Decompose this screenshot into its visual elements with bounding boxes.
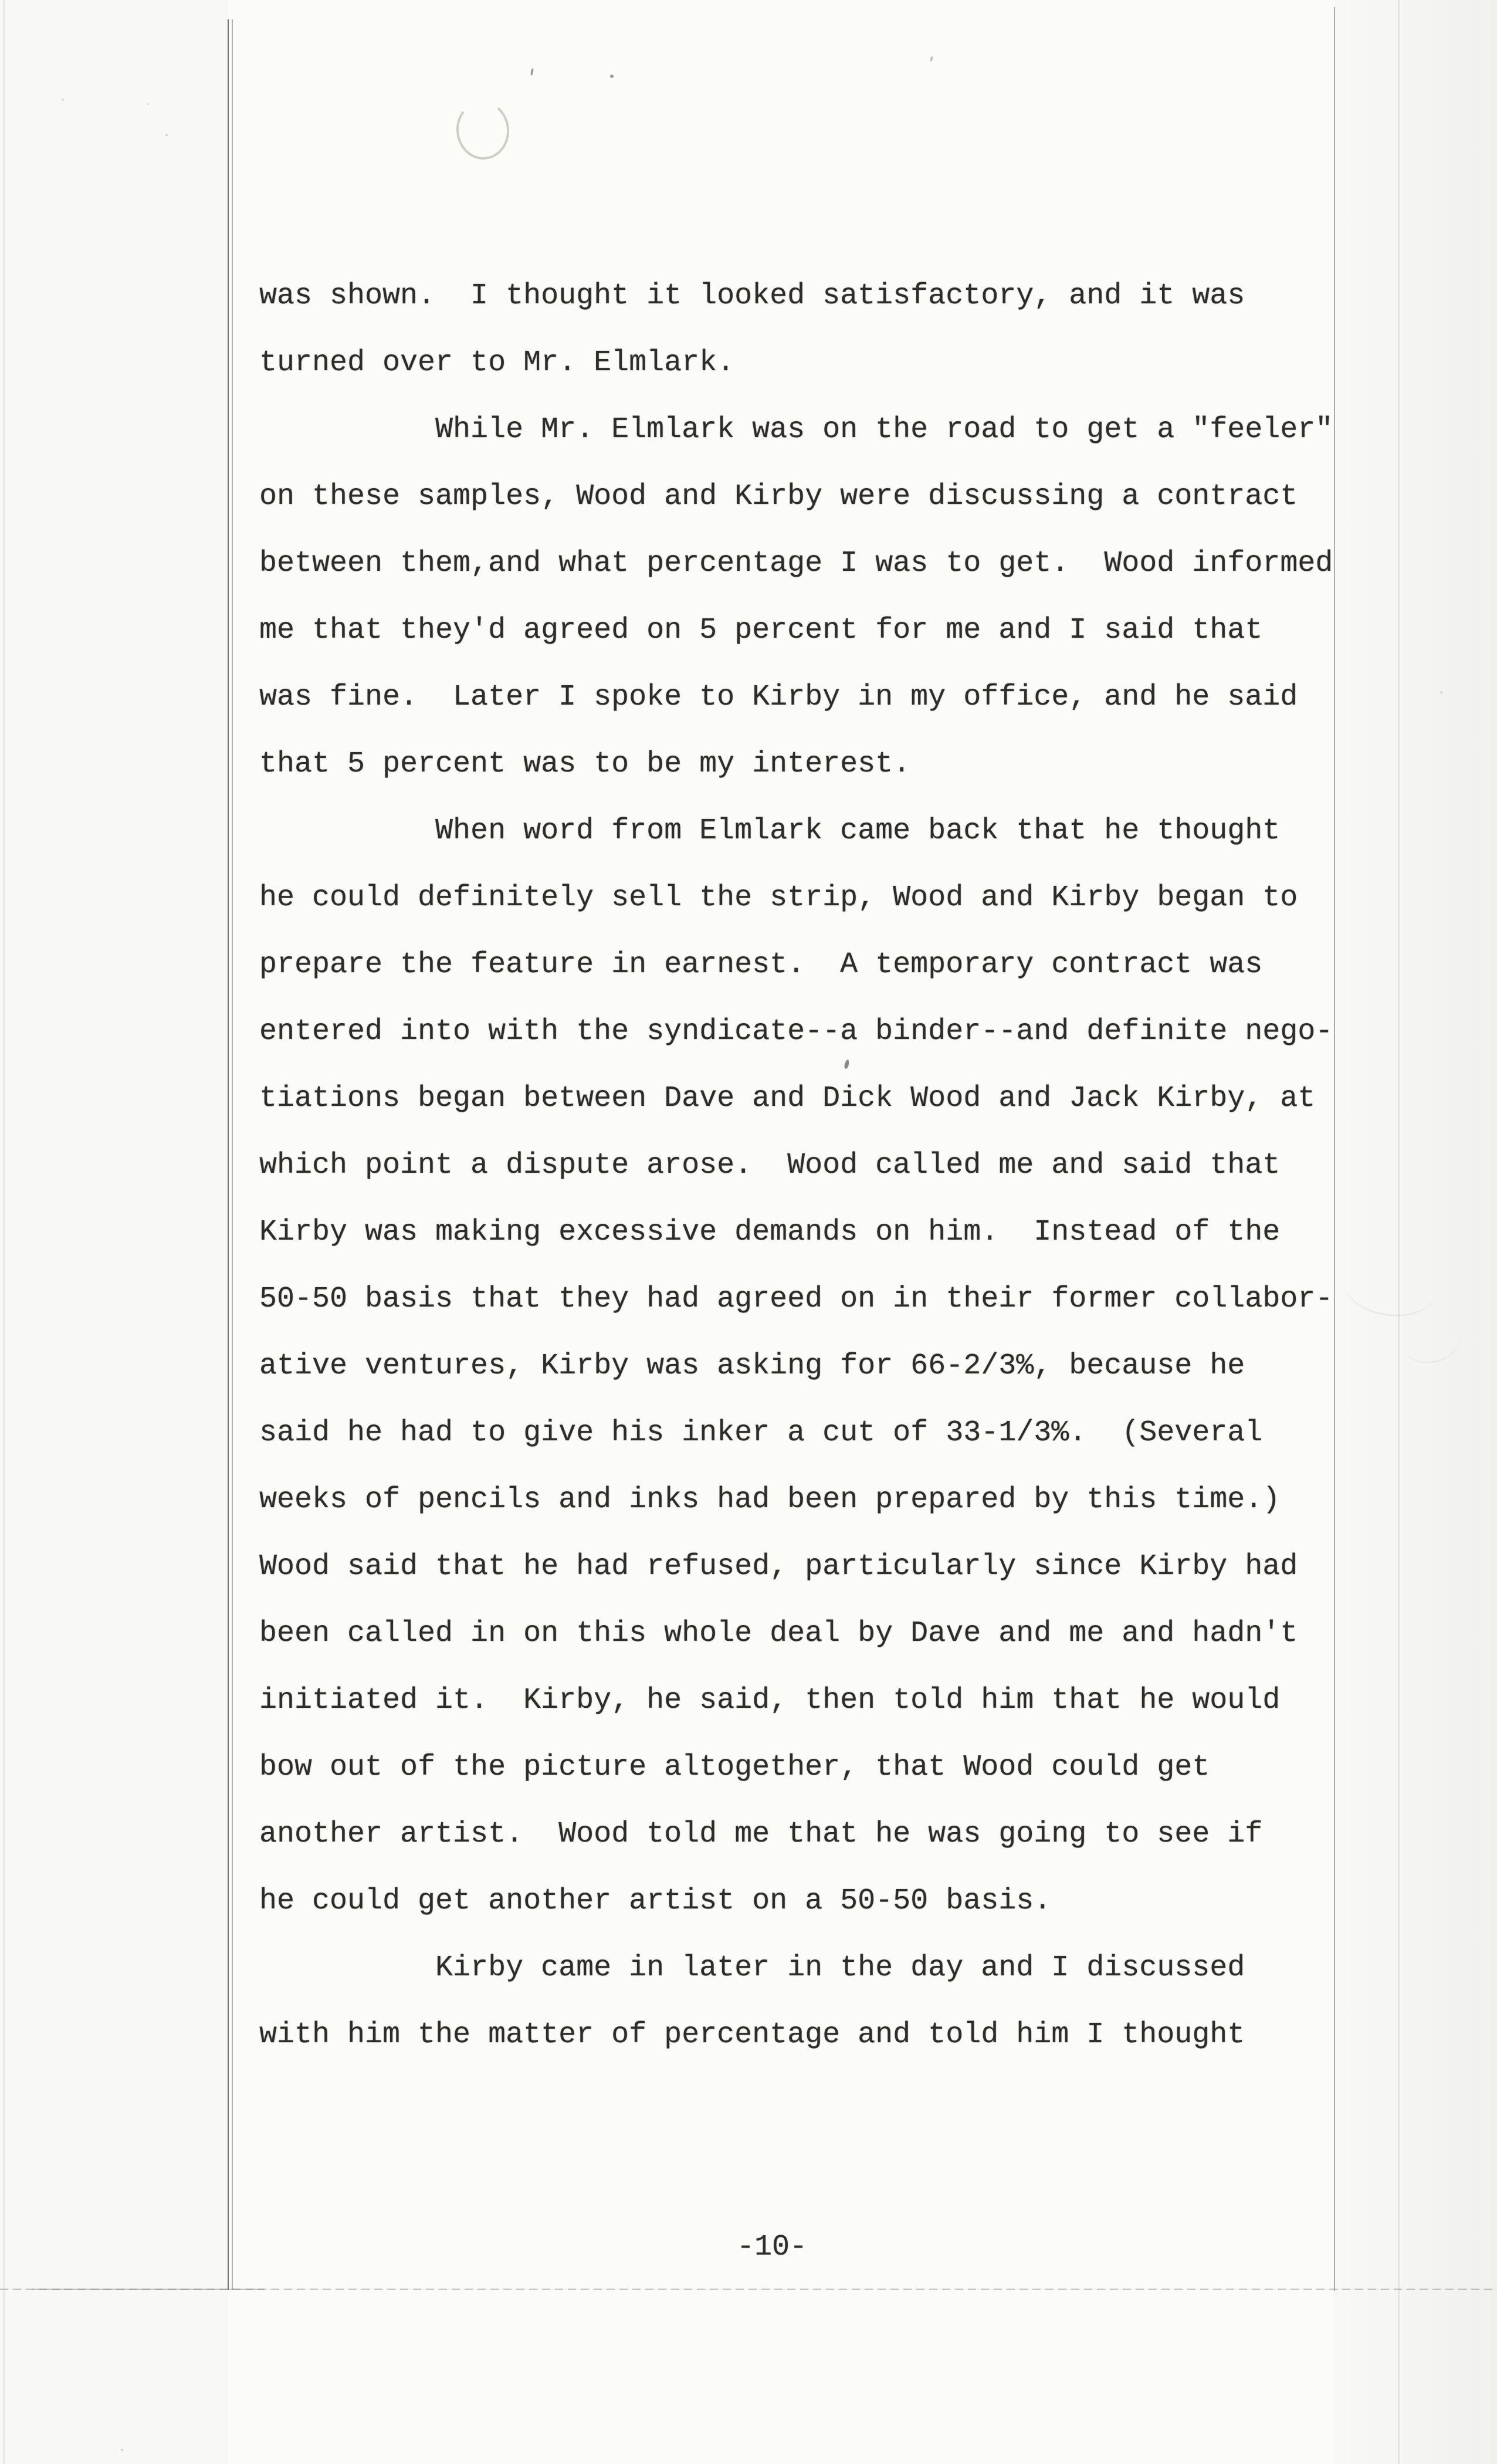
scan-left-edge-shadow xyxy=(3,0,5,2464)
typed-line: was fine. Later I spoke to Kirby in my office, and he said xyxy=(259,681,1298,714)
ink-speck xyxy=(121,2449,123,2451)
ink-speck xyxy=(1440,691,1443,694)
typed-line: on these samples, Wood and Kirby were discussing a contract xyxy=(259,480,1298,513)
typed-line: weeks of pencils and inks had been prepared by this time.) xyxy=(259,1483,1281,1517)
typed-line: with him the matter of percentage and told him I thought xyxy=(259,2018,1245,2052)
bottom-scan-line-left-segment xyxy=(32,2289,264,2290)
ink-speck xyxy=(147,103,148,105)
typed-text-block xyxy=(259,263,1386,2069)
typed-line: which point a dispute arose. Wood called me and said that xyxy=(259,1149,1281,1182)
left-fold-line-secondary xyxy=(232,19,233,2290)
typed-line: he could definitely sell the strip, Wood and Kirby began to xyxy=(259,881,1298,915)
scan-left-margin-strip xyxy=(0,0,228,2464)
ink-speck xyxy=(165,134,168,136)
scan-right-streak xyxy=(1398,0,1400,2464)
smudge-circle-mark xyxy=(453,99,512,163)
typed-line: me that they'd agreed on 5 percent for me and I said that xyxy=(259,614,1263,647)
typed-line: turned over to Mr. Elmlark. xyxy=(259,346,735,380)
ink-speck xyxy=(62,99,64,101)
ink-speck xyxy=(930,56,934,62)
ink-speck xyxy=(530,68,534,76)
left-fold-line xyxy=(228,19,229,2290)
typed-line: was shown. I thought it looked satisfactory, and it was xyxy=(259,279,1245,313)
typed-line: between them,and what percentage I was to get. Wood informed xyxy=(259,547,1333,580)
typed-line: that 5 percent was to be my interest. xyxy=(259,747,911,781)
typed-line: said he had to give his inker a cut of 33-1/3%. (Several xyxy=(259,1416,1263,1450)
typed-line: bow out of the picture altogether, that Wood could get xyxy=(259,1751,1210,1784)
typed-line: been called in on this whole deal by Dave and me and hadn't xyxy=(259,1617,1298,1650)
typed-line: tiations began between Dave and Dick Wood and Jack Kirby, at xyxy=(259,1082,1316,1115)
typed-line: prepare the feature in earnest. A temporary contract was xyxy=(259,948,1263,981)
typed-line: 50-50 basis that they had agreed on in their former collabor- xyxy=(259,1282,1333,1316)
typed-line: entered into with the syndicate--a binder--and definite nego- xyxy=(259,1015,1333,1048)
ink-speck xyxy=(610,75,614,78)
typed-line: initiated it. Kirby, he said, then told him that he would xyxy=(259,1684,1281,1717)
typed-line: Kirby was making excessive demands on him. Instead of the xyxy=(259,1216,1281,1249)
typed-line: he could get another artist on a 50-50 basis. xyxy=(259,1884,1052,1918)
typed-line: When word from Elmlark came back that he thought xyxy=(259,814,1281,848)
typed-line: ative ventures, Kirby was asking for 66-2/3%, because he xyxy=(259,1349,1245,1383)
typed-line: Kirby came in later in the day and I discussed xyxy=(259,1951,1245,1985)
page-number: -10- xyxy=(737,2231,808,2264)
typed-line: While Mr. Elmlark was on the road to get a "feeler" xyxy=(259,413,1333,446)
typed-line: another artist. Wood told me that he was going to see if xyxy=(259,1817,1263,1851)
typed-line: Wood said that he had refused, particularly since Kirby had xyxy=(259,1550,1298,1583)
